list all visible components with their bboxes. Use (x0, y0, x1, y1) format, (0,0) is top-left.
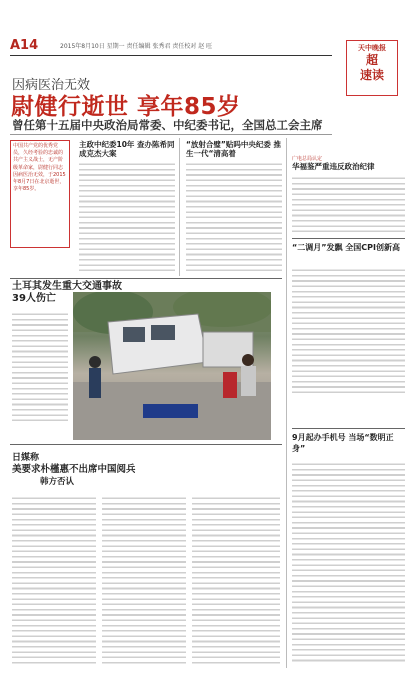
accident-body (12, 312, 68, 424)
section-name-line1: 超 (365, 53, 378, 67)
right-divider-1 (292, 238, 405, 239)
lead-col2-body (186, 162, 282, 272)
page-meta: 2015年8月10日 星期一 责任编辑 张秀君 责任校对 赵 旺 (60, 43, 213, 50)
page-number: A14 (10, 38, 39, 53)
lead-headline: 尉健行逝世 享年85岁 (11, 94, 241, 120)
section-name-line2: 速读 (359, 68, 384, 82)
lead-col2-title: “放射合璧”贴吗中央纪委 推生一代“清高着 (186, 140, 281, 158)
right-top-label: 广电总局认定 (292, 156, 323, 162)
accident-photo-image (73, 292, 271, 440)
right-mid-body (292, 268, 405, 396)
japan-label: 日媒称 (12, 453, 40, 463)
lead-kicker: 因病医治无效 (12, 78, 91, 93)
right-bottom-title: 9月起办手机号 当场“数明正身” (292, 433, 394, 453)
lead-summary-box: 中国共产党的优秀党员，久经考验的忠诚的共产主义战士，无产阶级革命家，尉健行同志因病医治无效，于2015年8月7日在北京逝世，享年85岁。 (10, 140, 70, 248)
lead-col1-body (79, 162, 175, 272)
japan-title: 美要求朴槿惠不出席中国阅兵 (12, 464, 136, 475)
right-mid-title: “二调月”发飘 全国CPI创新高 (292, 243, 401, 252)
right-bottom-body (292, 462, 405, 662)
japan-subtitle: 韩方否认 (40, 477, 75, 487)
right-column-divider (286, 138, 287, 668)
accident-title: 土耳其发生重大交通事故 39人伤亡 (12, 281, 122, 304)
paper-name: 天中晚报 (358, 43, 386, 52)
accident-divider (10, 278, 282, 279)
lead-subhead: 曾任第十五届中央政治局常委、中纪委书记，全国总工会主席 (12, 118, 323, 132)
right-top-body (292, 176, 405, 234)
japan-body-col2 (102, 496, 186, 664)
japan-divider (10, 444, 282, 445)
column-divider (179, 138, 180, 276)
lead-divider (10, 134, 332, 135)
right-top-title: 华福鉴严重违反政治纪律 (292, 162, 375, 171)
paper-logo (346, 40, 398, 96)
japan-body-col1 (12, 496, 96, 664)
right-divider-2 (292, 428, 405, 429)
accident-photo (73, 292, 271, 440)
header-divider (10, 55, 332, 56)
lead-col1-title: 主政中纪委10年 查办陈希同成克杰大案 (79, 140, 175, 158)
japan-body-col3 (192, 496, 280, 664)
